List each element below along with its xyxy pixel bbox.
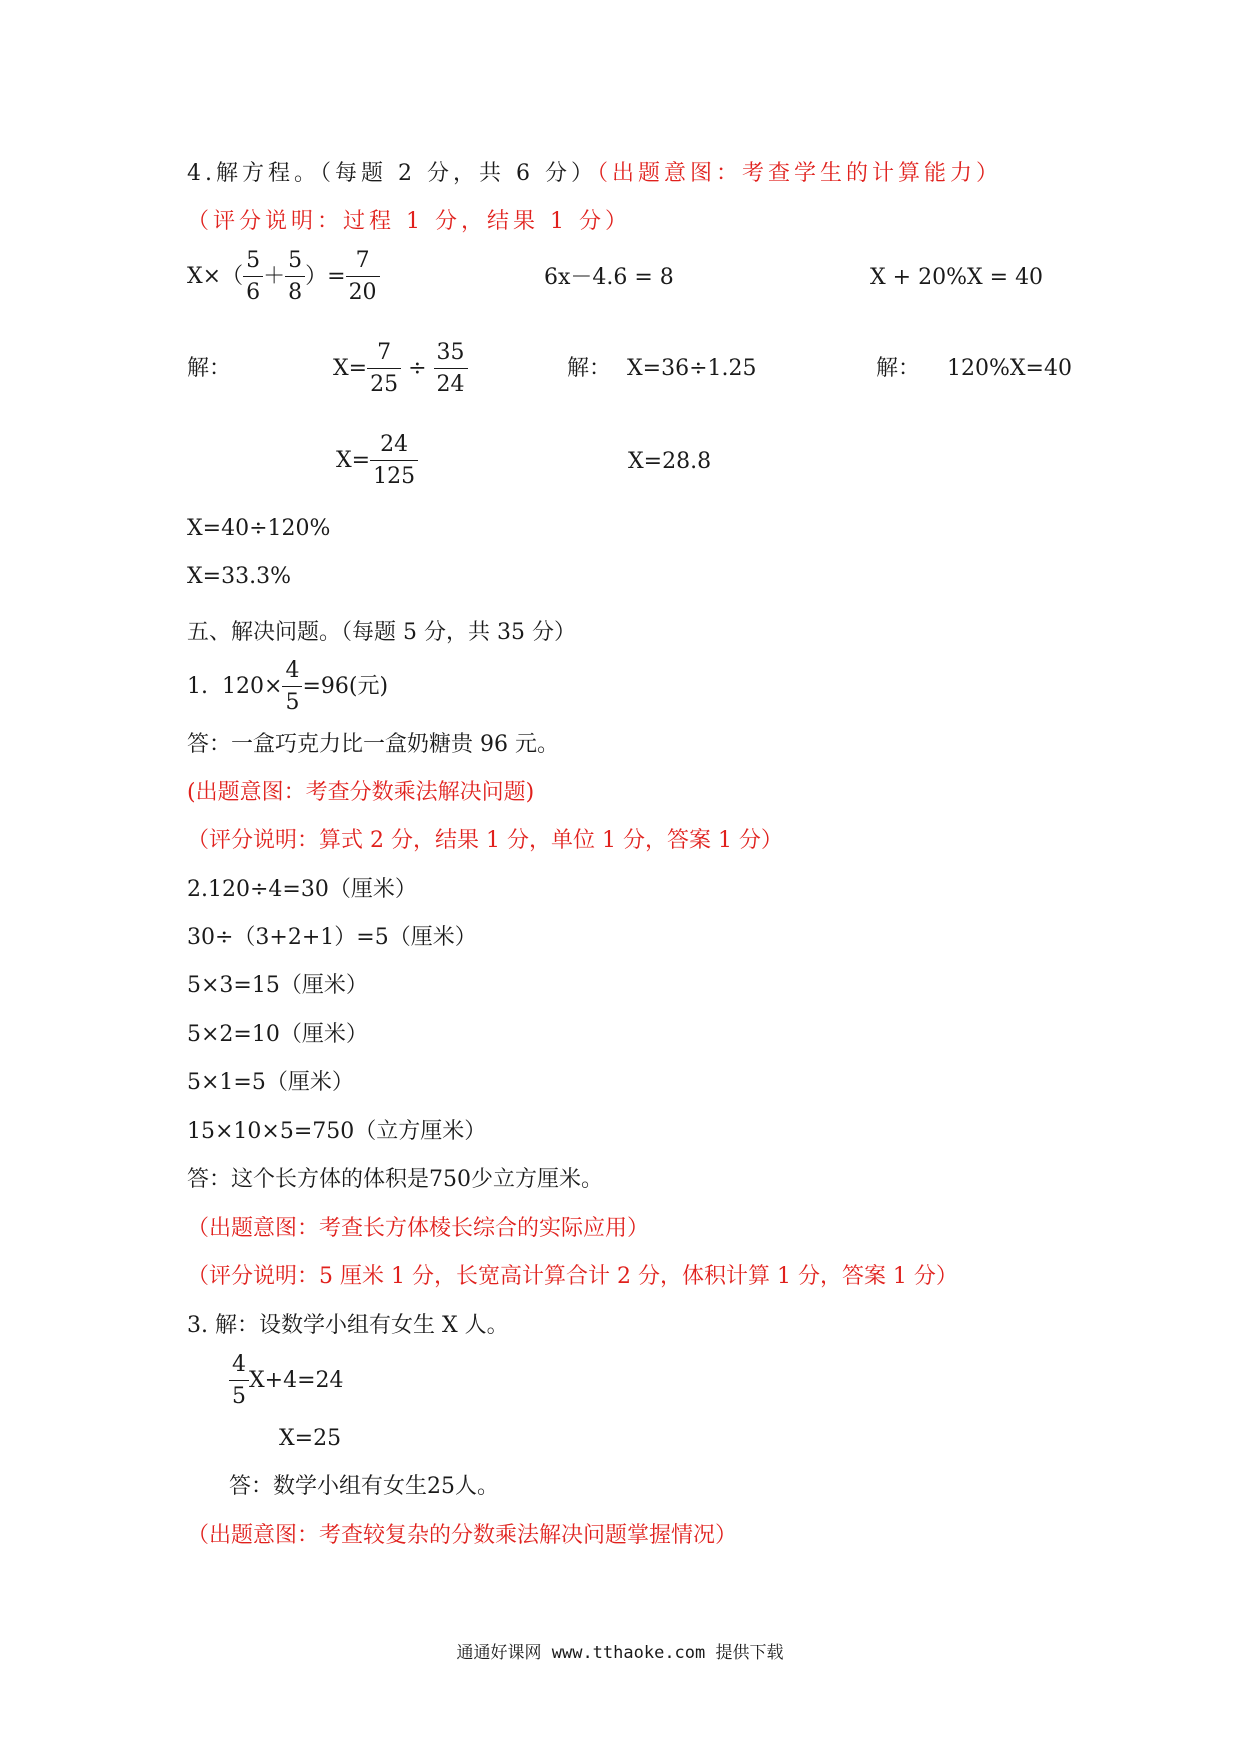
problem-1-expression: 1. 120× $\frac{4}{5}$ =96(元) <box>187 658 389 715</box>
equation-1: X×（ $\frac{5}{6}$ ＋ $\frac{5}{8}$ ）= $\frac{7}{20}$ <box>187 250 380 304</box>
equation-3: X + 20%X = 40 <box>870 265 1044 290</box>
problem-2-line-2: 30÷（3+2+1）=5（厘米） <box>187 925 477 950</box>
fraction: $\frac{24}{125}$ <box>370 434 418 488</box>
solution-3-step-3: X=33.3% <box>187 564 291 589</box>
q4-heading: 4.解方程。（每题 2 分，共 6 分） <box>187 161 597 186</box>
fraction: $\frac{5}{8}$ <box>285 250 305 304</box>
fraction: $\frac{35}{24}$ <box>434 342 468 396</box>
solution-1-step-2: X= $\frac{24}{125}$ <box>336 434 418 488</box>
fraction: $\frac{4}{5}$ <box>282 660 302 714</box>
problem-2-intent: （出题意图：考查长方体棱长综合的实际应用） <box>187 1216 650 1241</box>
problem-2-line-3: 5×3=15（厘米） <box>187 973 368 998</box>
fraction: $\frac{4}{5}$ <box>229 1354 249 1408</box>
solution-3-step-2: X=40÷120% <box>187 516 331 541</box>
problem-2-line-5: 5×1=5（厘米） <box>187 1070 354 1095</box>
problem-3-result: X=25 <box>279 1426 342 1451</box>
equation-2: 6x－4.6 = 8 <box>544 265 674 290</box>
fraction: $\frac{7}{25}$ <box>367 342 401 396</box>
problem-3-intent: （出题意图：考查较复杂的分数乘法解决问题掌握情况） <box>187 1523 738 1548</box>
q4-intent: （出题意图：考查学生的计算能力） <box>596 161 1002 186</box>
problem-2-scoring: （评分说明：5 厘米 1 分，长宽高计算合计 2 分，体积计算 1 分，答案 1 分） <box>187 1264 958 1289</box>
problem-1-intent: (出题意图：考查分数乘法解决问题) <box>187 780 535 805</box>
problem-1-answer: 答：一盒巧克力比一盒奶糖贵 96 元。 <box>187 732 559 757</box>
q4-scoring: （评分说明：过程 1 分，结果 1 分） <box>187 209 631 234</box>
problem-2-line-6: 15×10×5=750（立方厘米） <box>187 1119 487 1144</box>
q5-heading: 五、解决问题。（每题 5 分，共 35 分） <box>187 620 576 645</box>
problem-2-line-1: 2.120÷4=30（厘米） <box>187 877 417 902</box>
problem-2-line-4: 5×2=10（厘米） <box>187 1022 368 1047</box>
solution-3-step-1: 120%X=40 <box>947 356 1072 381</box>
solution-label-1: 解： <box>187 356 232 381</box>
problem-2-answer: 答：这个长方体的体积是750少立方厘米。 <box>187 1167 603 1192</box>
page-footer: 通通好课网 www.tthaoke.com 提供下载 <box>456 1643 784 1663</box>
problem-3-equation: $\frac{4}{5}$ X+4=24 <box>229 1354 344 1408</box>
fraction: $\frac{7}{20}$ <box>346 250 380 304</box>
solution-label-2: 解： <box>567 356 612 381</box>
fraction: $\frac{5}{6}$ <box>243 250 263 304</box>
solution-2-step-1: X=36÷1.25 <box>627 356 757 381</box>
solution-label-3: 解： <box>876 356 921 381</box>
problem-1-scoring: （评分说明：算式 2 分，结果 1 分，单位 1 分，答案 1 分） <box>187 828 783 853</box>
problem-3-answer: 答：数学小组有女生25人。 <box>229 1474 499 1499</box>
solution-2-step-2: X=28.8 <box>628 449 712 474</box>
solution-1-step-1: X= $\frac{7}{25}$ ÷ $\frac{35}{24}$ <box>333 342 468 396</box>
problem-3-intro: 3. 解：设数学小组有女生 X 人。 <box>187 1313 509 1338</box>
